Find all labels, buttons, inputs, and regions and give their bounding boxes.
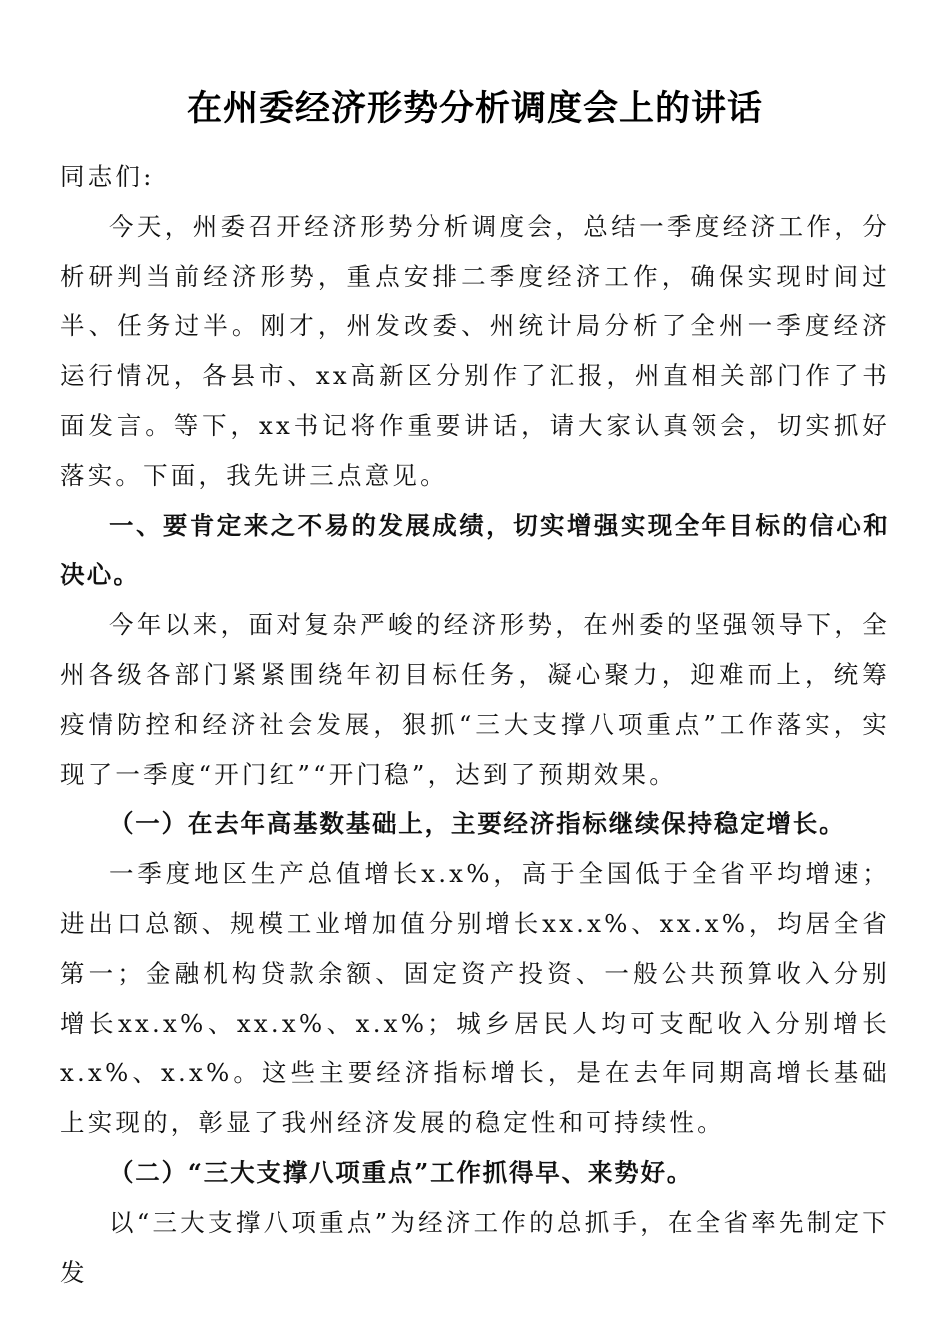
subsection-heading-2: （二）“三大支撑八项重点”工作抓得早、来势好。 xyxy=(109,1157,694,1187)
document-title: 在州委经济形势分析调度会上的讲话 xyxy=(186,89,763,130)
paragraph-3: 以“三大支撑八项重点”为经济工作的总抓手，在全省率先制定下发 xyxy=(60,1207,890,1287)
section-heading-1: 一、要肯定来之不易的发展成绩，切实增强实现全年目标的信心和决心。 xyxy=(60,510,890,590)
salutation: 同志们: xyxy=(60,162,155,191)
paragraph-intro: 今天，州委召开经济形势分析调度会，总结一季度经济工作，分析研判当前经济形势，重点安排二季度经济工作，确保实现时间过半、任务过半。刚才，州发改委、州统计局分析了全州一季度经济运行情况，各县市、xx高新区分别作了汇报，州直相关部门作了书面发言。等下，xx书记将作重要讲话，请大家认真领会，切实抓好落实。下面，我先讲三点意见。 xyxy=(60,211,890,490)
subsection-heading-1: （一）在去年高基数基础上，主要经济指标继续保持稳定增长。 xyxy=(109,809,846,839)
paragraph-2: 一季度地区生产总值增长x.x%，高于全国低于全省平均增速；进出口总额、规模工业增加值分别增长xx.x%、xx.x%，均居全省第一；金融机构贷款余额、固定资产投资、一般公共预算收入分别增长xx.x%、xx.x%、x.x%；城乡居民人均可支配收入分别增长x.x%、x.x%。这些主要经济指标增长，是在去年同期高增长基础上实现的，彰显了我州经济发展的稳定性和可持续性。 xyxy=(60,859,890,1138)
document-body xyxy=(60,152,890,1297)
paragraph-1: 今年以来，面对复杂严峻的经济形势，在州委的坚强领导下，全州各级各部门紧紧围绕年初目标任务，凝心聚力，迎难而上，统筹疫情防控和经济社会发展，狠抓“三大支撑八项重点”工作落实，实现了一季度“开门红”“开门稳”，达到了预期效果。 xyxy=(60,610,890,789)
